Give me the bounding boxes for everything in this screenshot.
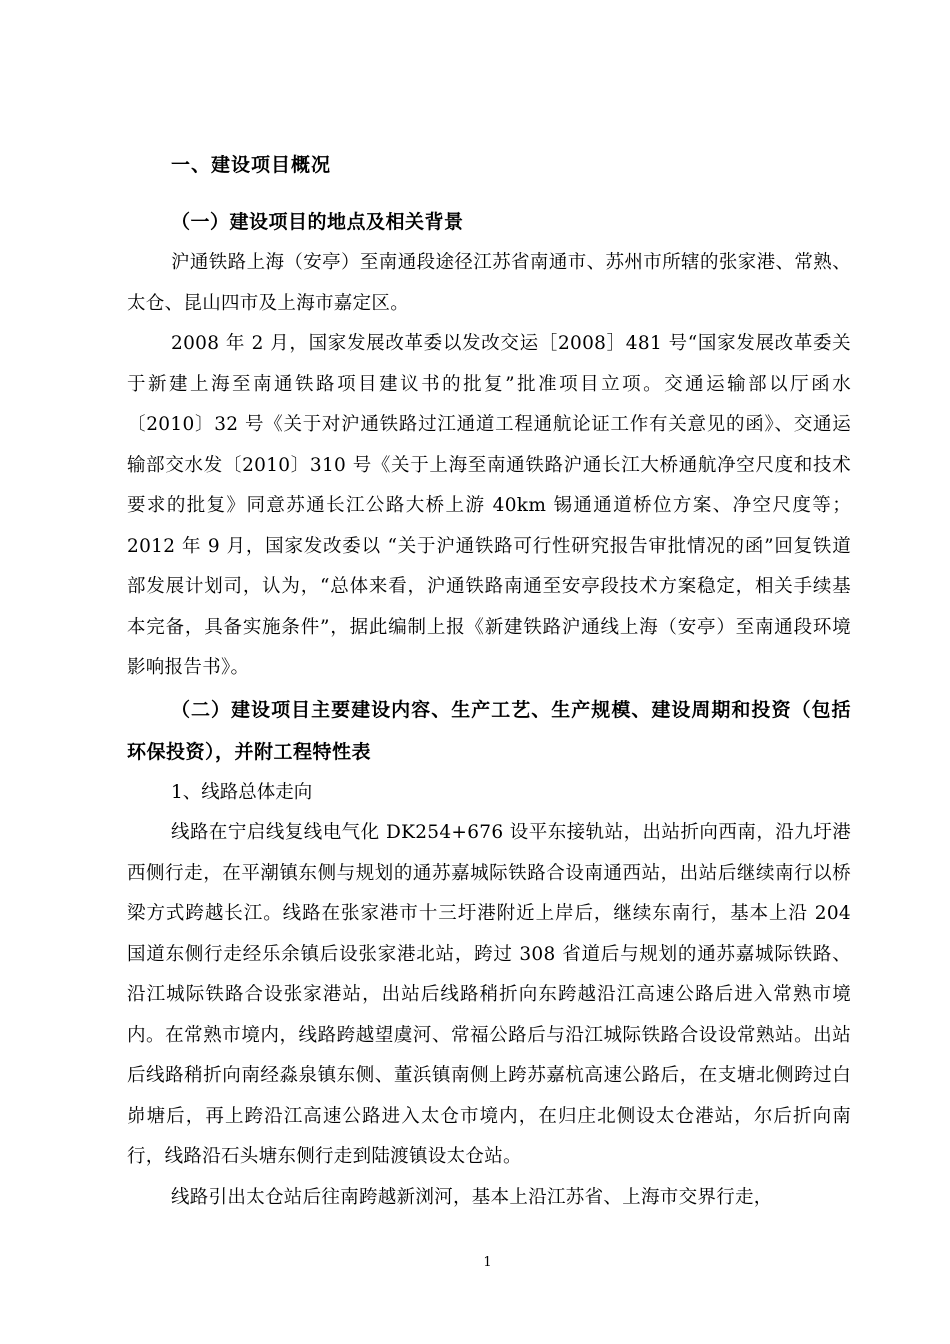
paragraph-route-south: 线路引出太仓站后往南跨越新浏河，基本上沿江苏省、上海市交界行走， — [171, 1186, 773, 1208]
subsection-title-location: （一）建设项目的地点及相关背景 — [171, 211, 464, 233]
paragraph-route-north: 线路在宁启线复线电气化 DK254+676 设平东接轨站，出站折向西南，沿九圩港西侧行走，在平潮镇东侧与规划的通苏嘉城际铁路合设南通西站，出站后继续南行以桥梁方式跨越长江。线路在张家港市十三圩港附近上岸后，继续东南行，基本上沿 204 国道东侧行走经乐余镇后设张家港北站，跨过 308 省道后与规划的通苏嘉城际铁路、沿江城际铁路合设张家港站，出站后线路稍折向东跨越沿江高速公路后进入常熟市境内。在常熟市境内，线路跨越望虞河、常福公路后与沿江城际铁路合设设常熟站。出站后线路稍折向南经淼泉镇东侧、董浜镇南侧上跨苏嘉杭高速公路后，在支塘北侧跨过白峁塘后，再上跨沿江高速公路进入太仓市境内，在归庄北侧设太仓港站，尔后折向南行，线路沿石头塘东侧行走到陆渡镇设太仓站。 — [127, 822, 851, 1167]
document-body — [127, 146, 851, 1218]
section-title: 一、建设项目概况 — [171, 154, 332, 176]
paragraph-location: 沪通铁路上海（安亭）至南通段途径江苏省南通市、苏州市所辖的张家港、常熟、太仓、昆山四市及上海市嘉定区。 — [127, 252, 851, 314]
subsection-title-content: （二）建设项目主要建设内容、生产工艺、生产规模、建设周期和投资（包括环保投资），并附工程特性表 — [127, 698, 851, 763]
item-title-route: 1、线路总体走向 — [171, 781, 313, 803]
paragraph-background: 2008 年 2 月，国家发展改革委以发改交运［2008］481 号“国家发展改革委关于新建上海至南通铁路项目建议书的批复”批准项目立项。交通运输部以厅函水〔2010〕32 号《关于对沪通铁路过江通道工程通航论证工作有关意见的函》、交通运输部交水发〔2010〕310 号《关于上海至南通铁路沪通长江大桥通航净空尺度和技术要求的批复》同意苏通长江公路大桥上游 40km 锡通通道桥位方案、净空尺度等；2012 年 9 月，国家发改委以 “关于沪通铁路可行性研究报告审批情况的函”回复铁道部发展计划司，认为，“总体来看，沪通铁路南通至安亭段技术方案稳定，相关手续基本完备，具备实施条件”，据此编制上报《新建铁路沪通线上海（安亭）至南通段环境影响报告书》。 — [127, 333, 851, 678]
page-number: 1 — [483, 1255, 492, 1270]
